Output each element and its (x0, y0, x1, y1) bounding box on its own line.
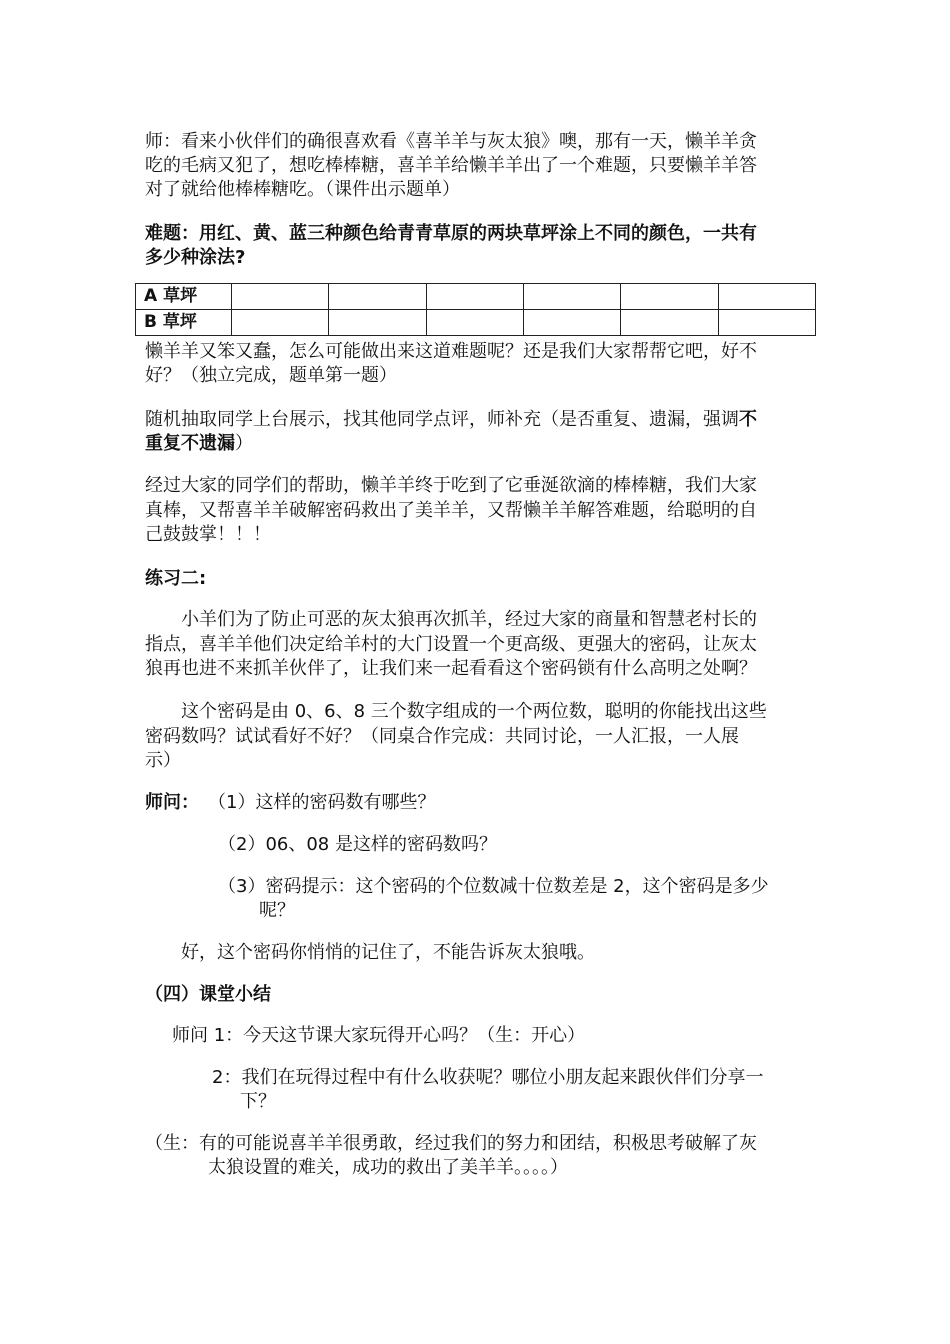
emphasis-text: 重复不遗漏 (145, 433, 235, 454)
table-cell (523, 310, 620, 336)
exercise-heading: 练习二: (145, 568, 207, 589)
paragraph-intro-line2: 吃的毛病又犯了，想吃棒棒糖，喜羊羊给懒羊羊出了一个难题，只要懒羊羊答 (145, 155, 757, 176)
problem-line1: 难题：用红、黄、蓝三种颜色给青青草原的两块草坪涂上不同的颜色，一共有 (145, 223, 757, 244)
problem-line2: 多少种涂法? (145, 247, 246, 268)
paragraph-praise-line1: 经过大家的同学们的帮助，懒羊羊终于吃到了它垂涎欲滴的棒棒糖，我们大家 (145, 475, 757, 496)
emphasis-text: 不 (739, 409, 757, 430)
paragraph-remember: 好，这个密码你悄悄的记住了，不能告诉灰太狼哦。 (181, 942, 595, 963)
paragraph-display-line1 (145, 407, 757, 432)
table-row (136, 310, 816, 336)
table-cell (329, 310, 426, 336)
summary-question-2-line2: 下？ (240, 1091, 276, 1112)
question-1: （1）这样的密码数有哪些？ (208, 792, 436, 813)
table-cell (621, 310, 718, 336)
summary-question-2-line1: 2：我们在玩得过程中有什么收获呢？哪位小朋友起来跟伙伴们分享一 (212, 1067, 764, 1088)
paragraph-praise-line3: 己鼓鼓掌！！！ (145, 524, 271, 545)
table-row (136, 284, 816, 310)
paragraph-password-line2: 密码数吗？试试看好不好？（同桌合作完成：共同讨论，一人汇报，一人展 (145, 726, 739, 747)
summary-question-1: 师问 1：今天这节课大家玩得开心吗？（生：开心） (172, 1025, 586, 1046)
table-cell (718, 310, 815, 336)
display-text-end: ） (235, 433, 253, 454)
paragraph-help-line2: 好？（独立完成，题单第一题） (145, 365, 397, 386)
table-cell (426, 284, 523, 310)
table-cell (523, 284, 620, 310)
row-label-a: A 草坪 (136, 284, 232, 310)
paragraph-praise-line2: 真棒，又帮喜羊羊破解密码救出了美羊羊，又帮懒羊羊解答难题，给聪明的自 (145, 500, 757, 521)
table-cell (232, 310, 329, 336)
paragraph-story-line3: 狼再也进不来抓羊伙伴了，让我们来一起看看这个密码锁有什么高明之处啊？ (145, 658, 757, 679)
paragraph-intro-line1: 师：看来小伙伴们的确很喜欢看《喜羊羊与灰太狼》噢，那有一天，懒羊羊贪 (145, 131, 757, 152)
paragraph-intro-line3: 对了就给他棒棒糖吃。（课件出示题单） (145, 179, 460, 200)
coloring-table (135, 283, 816, 336)
paragraph-story-line1: 小羊们为了防止可恶的灰太狼再次抓羊，经过大家的商量和智慧老村长的 (181, 609, 757, 630)
table-cell (718, 284, 815, 310)
table-cell (329, 284, 426, 310)
summary-answer-line2: 太狼设置的难关，成功的救出了美羊羊。。。。） (208, 1157, 568, 1178)
paragraph-display-line2 (145, 431, 253, 456)
question-label: 师问： (145, 792, 199, 813)
table-cell (426, 310, 523, 336)
table-cell (232, 284, 329, 310)
paragraph-story-line2: 指点，喜羊羊他们决定给羊村的大门设置一个更高级、更强大的密码，让灰太 (145, 634, 757, 655)
table-cell (621, 284, 718, 310)
paragraph-password-line1: 这个密码是由 0、6、8 三个数字组成的一个两位数，聪明的你能找出这些 (181, 701, 767, 722)
row-label-b: B 草坪 (136, 310, 232, 336)
display-text: 随机抽取同学上台展示，找其他同学点评，师补充（是否重复、遗漏，强调 (145, 409, 739, 430)
question-3-line1: （3）密码提示：这个密码的个位数减十位数差是 2，这个密码是多少 (218, 876, 769, 897)
question-2: （2）06、08 是这样的密码数吗？ (218, 834, 497, 855)
paragraph-help-line1: 懒羊羊又笨又蠢，怎么可能做出来这道难题呢？还是我们大家帮帮它吧，好不 (145, 341, 757, 362)
paragraph-password-line3: 示） (145, 750, 181, 771)
question-3-line2: 呢？ (259, 900, 295, 921)
summary-heading: （四）课堂小结 (145, 984, 271, 1005)
summary-answer-line1: （生：有的可能说喜羊羊很勇敢，经过我们的努力和团结，积极思考破解了灰 (145, 1133, 757, 1154)
